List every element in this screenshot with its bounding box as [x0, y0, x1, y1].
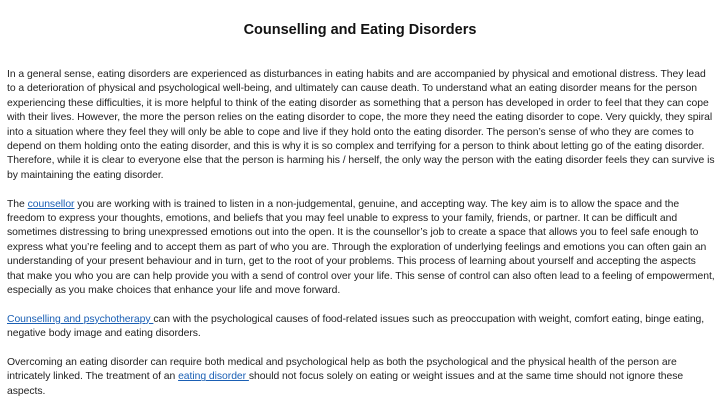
paragraph-psychotherapy-text: can with the psychological causes of food-related issues such as preoccupation with weight, comfort eating, binge eating, negative body image and eating disorders.	[7, 313, 705, 340]
paragraph-counsellor-text: you are working with is trained to listen in a non-judgemental, genuine, and accepting way. The key aim is to allow the space and the freedom to express your thoughts, emotions, and beliefs that you may feel unable to express to your family, friends, or partner. It can be difficult and sometimes distressing to bring unexpressed emotions out into the open. It is the counsellor’s job to create a space that allows you to feel safe enough to express what you’re feeling and to accept them as part of who you are. Through the exploration of underlying feelings and emotions you can often gain an understanding of your present behaviour and in turn, get to the root of your problems. This process of learning about yourself and accepting the aspects that make you who you are can help provide you with a send of control over your life. This sense of control can also often lead to a feeling of empowerment, especially as you make choices that enhance your life and move forward.	[7, 198, 715, 297]
paragraph-intro: In a general sense, eating disorders are experienced as disturbances in eating habits and are accompanied by physical and emotional distress. They lead to a deterioration of physical and psychological well-being, and ultimately can cause death. To understand what an eating disorder means for the person experiencing these difficulties, it is more helpful to think of the eating disorder as something that a person has developed in order to feel that they can cope with their lives. However, the more the person relies on the eating disorder to cope, the more they need the eating disorder to cope. Very quickly, they spiral into a situation where they feel they will only be able to cope and live if they hold onto the eating disorder. The person’s sense of who they are comes to depend on them holding onto the eating disorder, and this is why it is so complex and terrifying for a person to think about letting go of the eating disorder. Therefore, while it is clear to everyone else that the person is harming his / herself, the only way the person with the eating disorder feels they can survive is by maintaining the eating disorder.	[7, 69, 715, 181]
counselling-psychotherapy-link[interactable]: Counselling and psychotherapy	[7, 313, 154, 325]
document-body	[7, 68, 715, 414]
paragraph-counsellor-lead: The	[7, 198, 28, 210]
paragraph-treatment-lead: Overcoming an eating disorder can require both medical and psychological help as both the psychological and the physical health of the person are intricately linked. The treatment of an	[7, 357, 677, 383]
paragraph-treatment-text: should not focus solely on eating or weight issues and at the same time should not ignore these aspects.	[7, 371, 684, 397]
document-title: Counselling and Eating Disorders	[243, 22, 477, 38]
counsellor-link[interactable]: counsellor	[27, 198, 75, 210]
paragraph-counsellor	[7, 198, 715, 299]
eating-disorder-link[interactable]: eating disorder	[178, 371, 249, 383]
paragraph-treatment	[7, 356, 715, 399]
paragraph-psychotherapy	[7, 313, 715, 342]
